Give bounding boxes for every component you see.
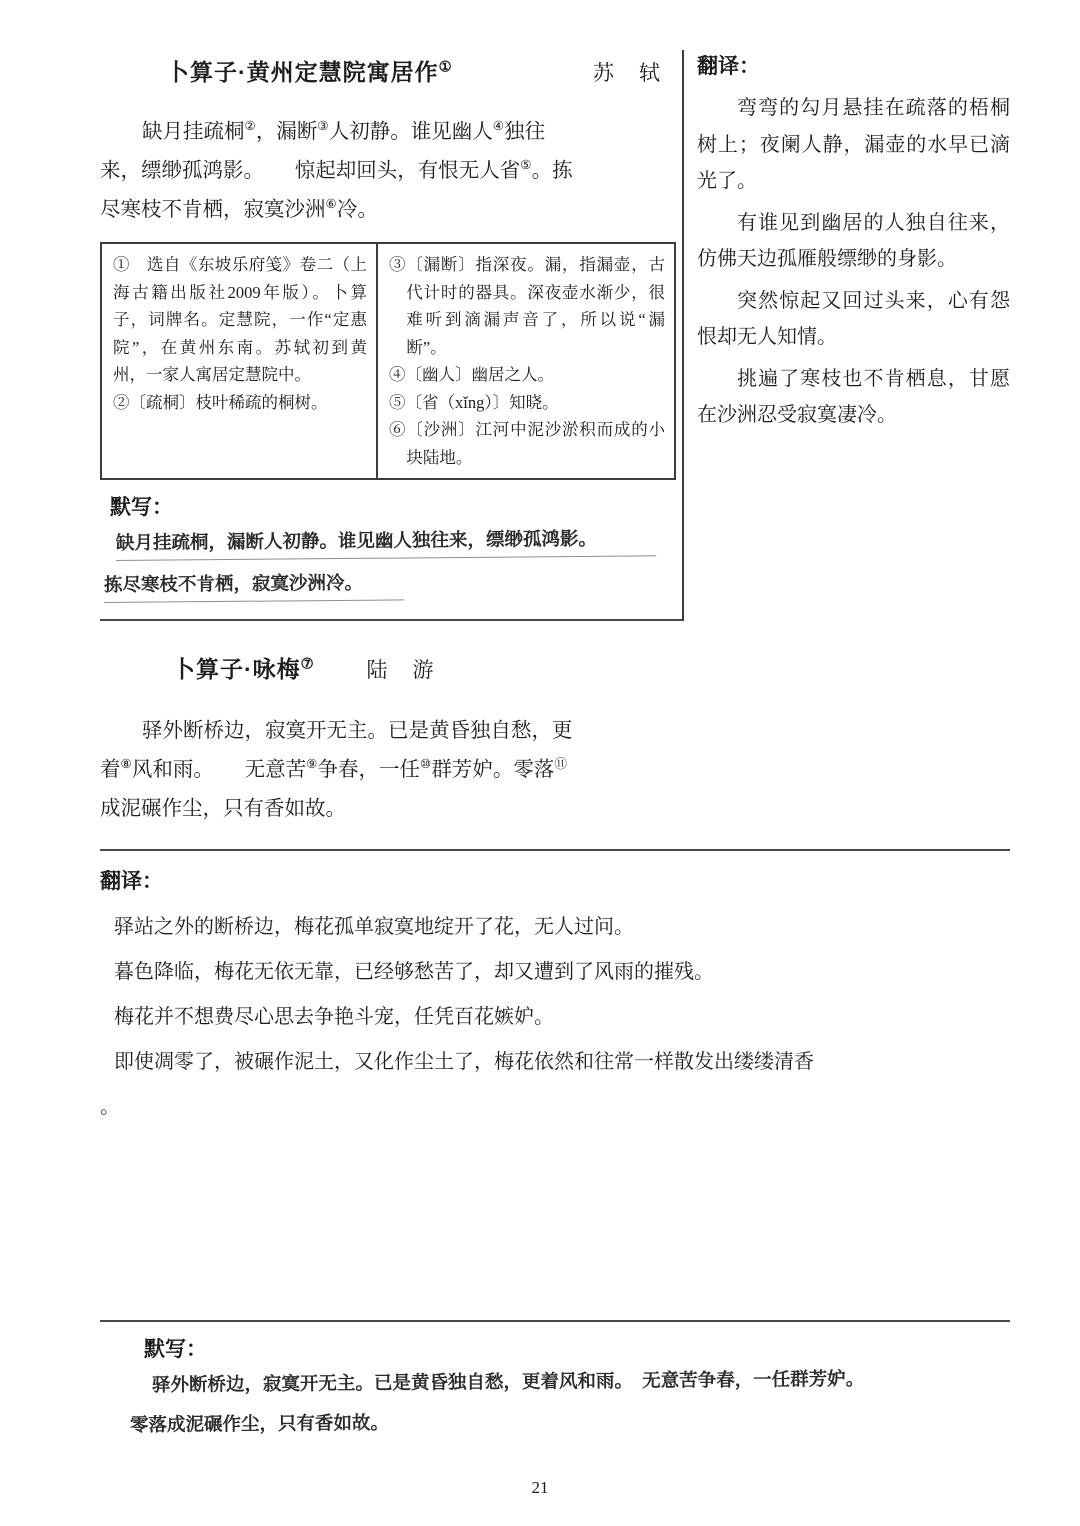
annotation-item: ②〔疏桐〕枝叶稀疏的桐树。 [113, 392, 328, 412]
poem1-title-row [100, 50, 676, 87]
poem2-dictation-section [100, 1333, 1010, 1437]
annotation-item: ⑥〔沙洲〕江河中泥沙淤积而成的小块陆地。 [389, 420, 665, 467]
translation-line: 驿站之外的断桥边，梅花孤单寂寞地绽开了花，无人过问。 [114, 916, 634, 938]
poem1-translation-column [682, 50, 1010, 621]
poem1-annotations-box [100, 242, 676, 480]
handwritten-line: 零落成泥碾作尘，只有香如故。 [129, 1411, 390, 1435]
dictation-header: 默写： [144, 1338, 207, 1361]
translation-paragraph: 挑遍了寒枝也不肯栖息，甘愿在沙洲忍受寂寞凄冷。 [697, 367, 1010, 426]
translation-header: 翻译： [100, 870, 163, 893]
handwritten-line: 驿外断桥边，寂寞开无主。已是黄昏独自愁，更着风和雨。 无意苦争春，一任群芳妒。 [151, 1367, 865, 1395]
poem1-section [100, 50, 1010, 621]
poem2-line: 驿外断桥边，寂寞开无主。已是黄昏独自愁，更 [142, 720, 573, 742]
annotation-item: ① 选自《东坡乐府笺》卷二（上海古籍出版社2009年版）。卜算子，词牌名。定慧院，一作“定惠院”，在黄州东南。苏轼初到黄州，一家人寓居定慧院中。 [113, 255, 367, 384]
translation-line: 暮色降临，梅花无依无靠，已经够愁苦了，却又遭到了风雨的摧残。 [114, 961, 714, 983]
poem1-dictation-section [100, 491, 676, 603]
annotation-item: ④〔幽人〕幽居之人。 [389, 365, 554, 384]
translation-line: 梅花并不想费尽心思去争艳斗宠，任凭百花嫉妒。 [114, 1006, 554, 1028]
poem2-title-row [100, 651, 1010, 684]
translation-header: 翻译： [697, 55, 760, 78]
section-divider [100, 849, 1010, 851]
poem2-translation-section [100, 865, 1010, 1130]
poem1-left-column [100, 50, 682, 621]
poem1-title: 卜算子·黄州定慧院寓居作① [166, 59, 453, 85]
poem2-line: 成泥碾作尘，只有香如故。 [100, 798, 346, 820]
poem1-line: 缺月挂疏桐②，漏断③人初静。谁见幽人④独往 [142, 119, 546, 143]
translation-line: 。 [100, 1096, 120, 1118]
annotation-item: ③〔漏断〕指深夜。漏，指漏壶，古代计时的器具。深夜壶水渐少，很难听到滴漏声音了，所以说“漏断”。 [389, 255, 665, 357]
poem1-line: 尽寒枝不肯栖，寂寞沙洲⑥冷。 [100, 197, 378, 221]
handwritten-line: 拣尽寒枝不肯栖，寂寞沙洲冷。 [104, 568, 404, 603]
dictation-header: 默写： [110, 496, 173, 519]
poem1-text [100, 113, 676, 230]
section-divider [100, 1320, 1010, 1322]
annotations-right-column [378, 244, 674, 478]
translation-paragraph: 突然惊起又回过头来，心有怨恨却无人知情。 [697, 289, 1010, 348]
annotations-left-column [102, 244, 378, 478]
poem2-author: 陆 游 [366, 658, 436, 682]
annotation-item: ⑤〔省（xǐng）〕知晓。 [389, 392, 559, 412]
poem1-line: 来，缥缈孤鸿影。 惊起却回头，有恨无人省⑤。拣 [100, 158, 573, 182]
poem2-title: 卜算子·咏梅⑦ [172, 656, 315, 682]
poem2-text [100, 712, 690, 829]
page-number: 21 [531, 1478, 549, 1497]
translation-paragraph: 有谁见到幽居的人独自往来，仿佛天边孤雁般缥缈的身影。 [697, 211, 1010, 270]
translation-line: 即使凋零了，被碾作泥土，又化作尘土了，梅花依然和往常一样散发出缕缕清香 [114, 1051, 814, 1073]
poem1-author: 苏 轼 [593, 61, 662, 85]
translation-paragraph: 弯弯的勾月悬挂在疏落的梧桐树上；夜阑人静，漏壶的水早已滴光了。 [697, 97, 1010, 192]
poem2-line: 着⑧风和雨。 无意苦⑨争春，一任⑩群芳妒。零落⑪ [100, 757, 568, 781]
handwritten-line: 缺月挂疏桐，漏断人初静。谁见幽人独往来，缥缈孤鸿影。 [116, 524, 656, 561]
